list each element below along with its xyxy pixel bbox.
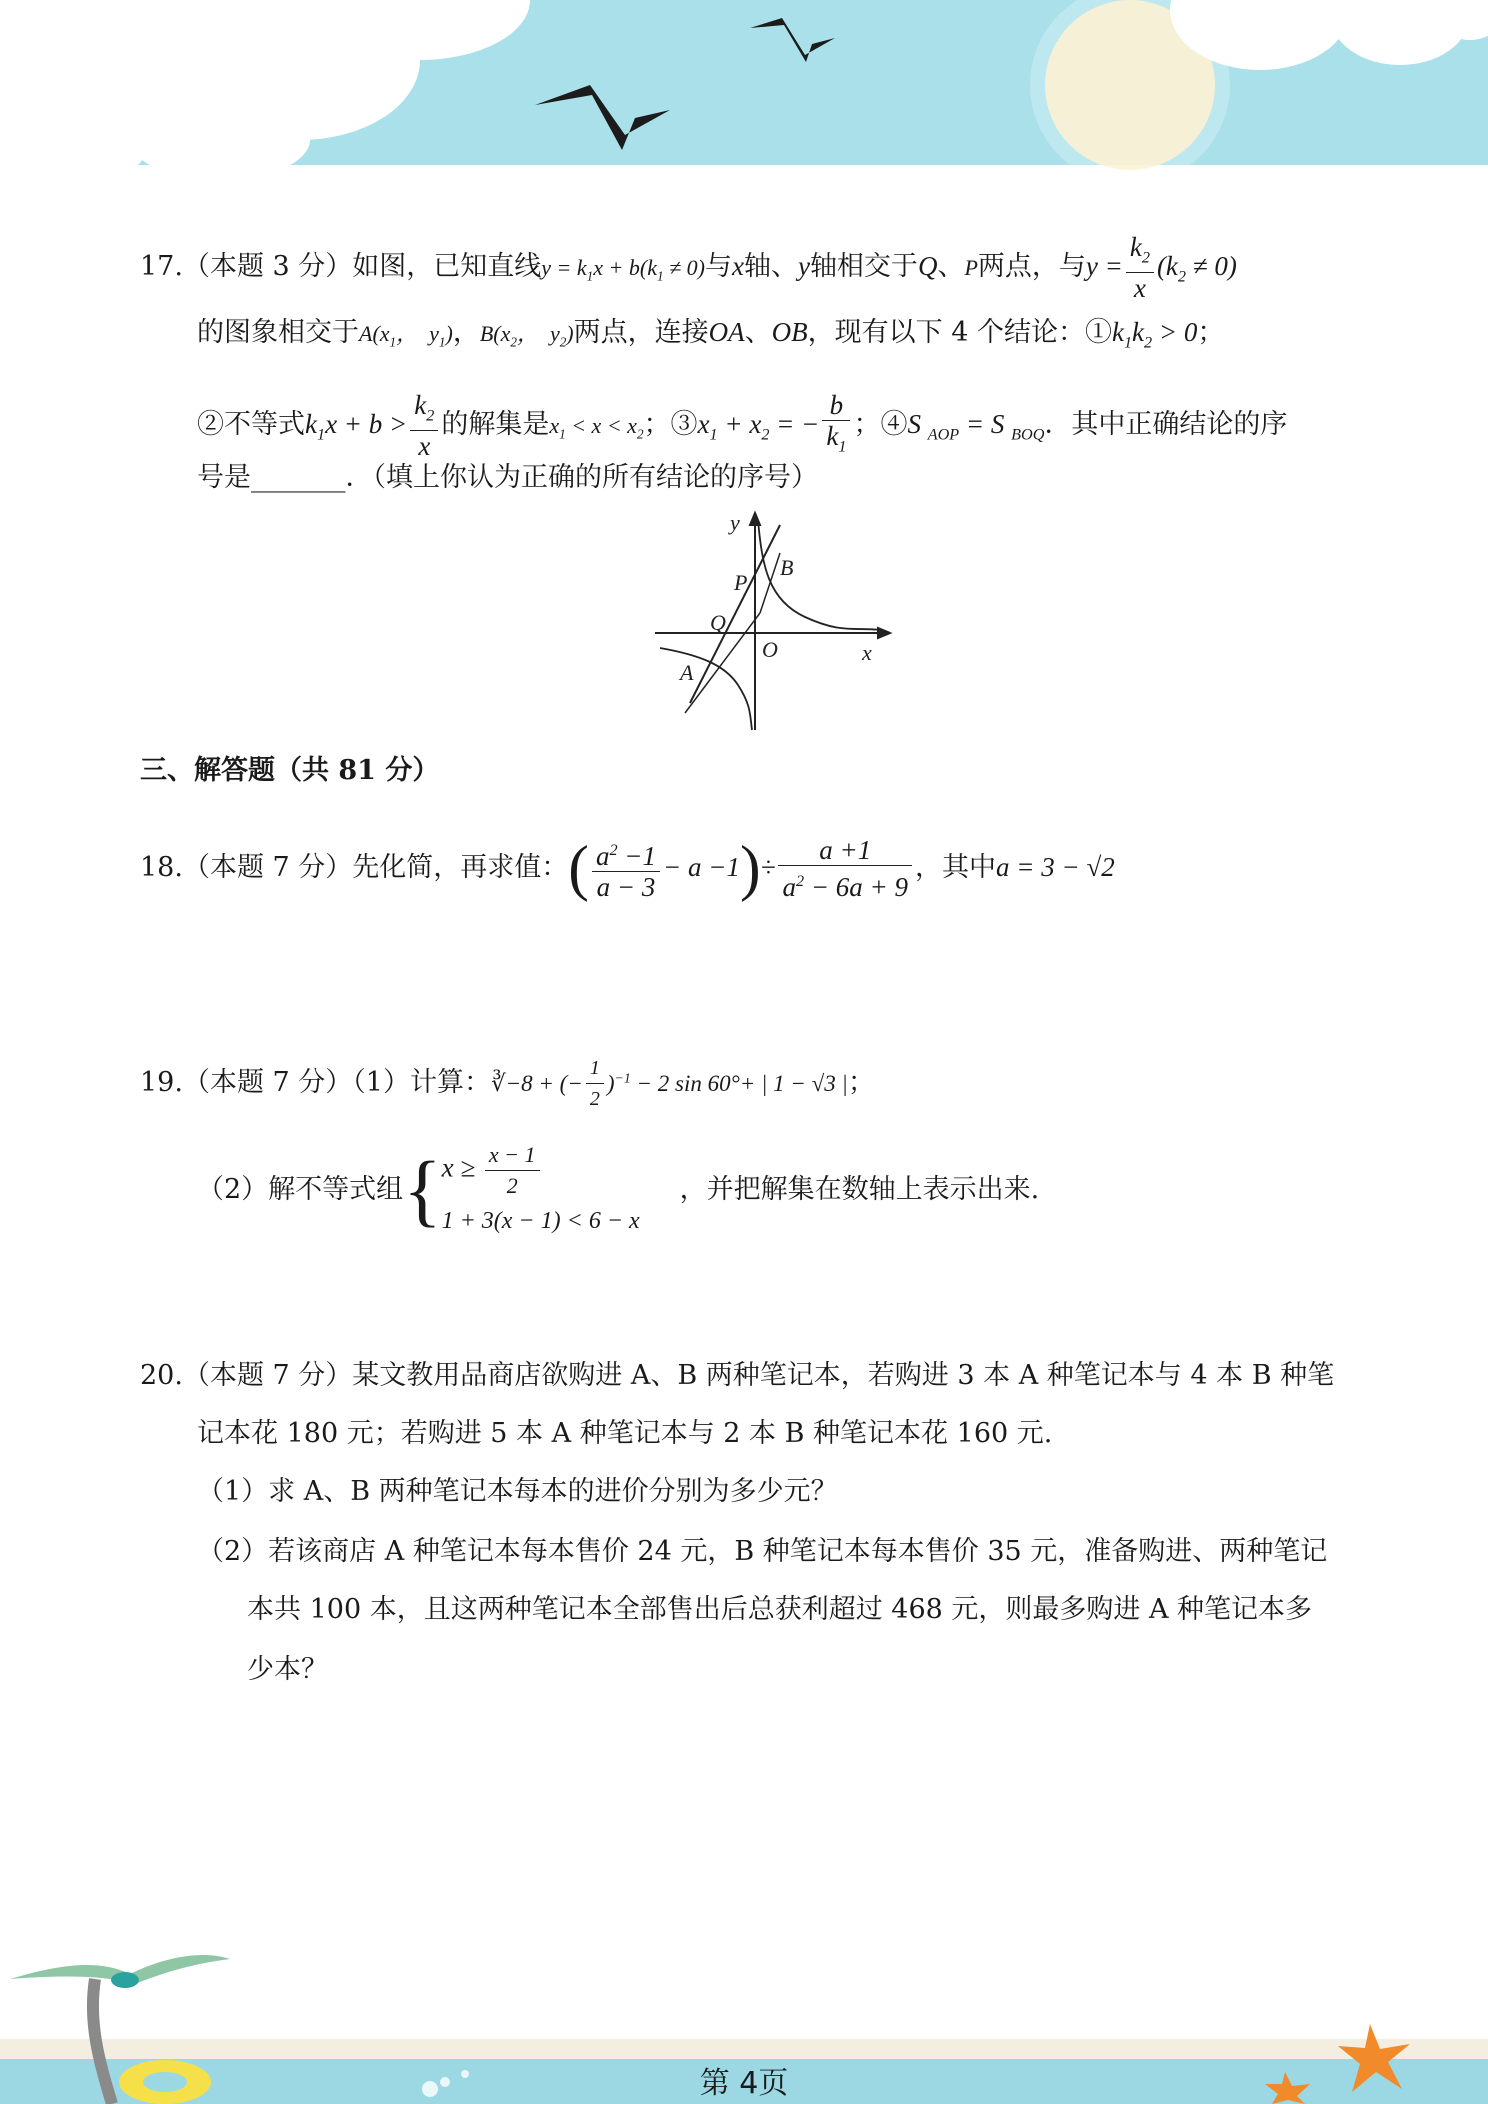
line-ob — [760, 553, 780, 613]
hyperbola-branch-1 — [758, 520, 880, 630]
line-through-pq — [690, 525, 780, 703]
label-x: x — [862, 640, 872, 665]
q20-line2: 记本花 180 元；若购进 5 本 A 种笔记本与 2 本 B 种笔记本花 160 元. — [197, 1418, 1053, 1449]
q20-line4: （2）若该商店 A 种笔记本每本售价 24 元，B 种笔记本每本售价 35 元，准备购进、两种笔记 — [197, 1536, 1328, 1567]
q19-line2: （2）解不等式组{ x ≥ $\frac{x - 1}{2}$ 1 + 3(x − 1) < 6 − x ，并把解集在数轴上表示出来. — [197, 1142, 1040, 1235]
label-a: A — [680, 660, 694, 685]
label-q: Q — [710, 610, 726, 635]
section-3-title: 三、解答题（共 81 分） — [140, 755, 440, 786]
q17-line3: ②不等式$k_1x + b$ > $\frac{k_2}{x}$ 的解集是$x_1 < x < x_2$；$③x_1 + x_2$ = − $\frac{b}{k_1}$ ；④S $_{AOP}$ = S $_{BOQ}$．其中正确结论的序 — [197, 390, 1288, 462]
page-number: 第 4页 — [699, 2066, 789, 2101]
q17-line1: 17.（本题 3 分）如图，已知直线$y = k_1x + b(k_1 \ne 0)$与x轴、y轴相交于Q、P两点，与y = $\frac{k_2}{x}$ $(k_2 \ne 0)$ — [140, 232, 1237, 304]
label-y: y — [730, 510, 740, 535]
q20-line6: 少本？ — [247, 1654, 328, 1685]
q20-line3: （1）求 A、B 两种笔记本每本的进价分别为多少元？ — [197, 1476, 838, 1507]
label-o: O — [762, 637, 778, 662]
q17-line2: 的图象相交于$A(x_1$， $y_1$)，$B(x_2$， $y_2$)两点，连接OA、OB，现有以下 4 个结论：$①k_1k_2 > 0$； — [197, 317, 1225, 352]
q17-graph — [650, 505, 900, 735]
q20-line5: 本共 100 本，且这两种笔记本全部售出后总获利超过 468 元，则最多购进 A 种笔记本多 — [247, 1594, 1313, 1625]
label-p: P — [734, 570, 748, 595]
q18-line: 18.（本题 7 分）先化简，再求值：( $\frac{a^2 -1}{a - 3}$ − a −1)÷ $\frac{a +1}{a^2 - 6a + 9}$ ，其中a = 3 − √2 — [140, 834, 1115, 903]
hyperbola-branch-2 — [660, 648, 752, 730]
q20-line1: 20.（本题 7 分）某文教用品商店欲购进 A、B 两种笔记本，若购进 3 本 A 种笔记本与 4 本 B 种笔 — [140, 1360, 1335, 1391]
q19-line1: 19.（本题 7 分）（1）计算：∛−8 + (− $\frac{1}{2}$ )$^{-1}$ − 2 sin 60°+ | 1 − √3 |； — [140, 1053, 875, 1114]
q17-line4: 号是_______．（填上你认为正确的所有结论的序号） — [197, 462, 818, 493]
label-b: B — [780, 555, 794, 580]
